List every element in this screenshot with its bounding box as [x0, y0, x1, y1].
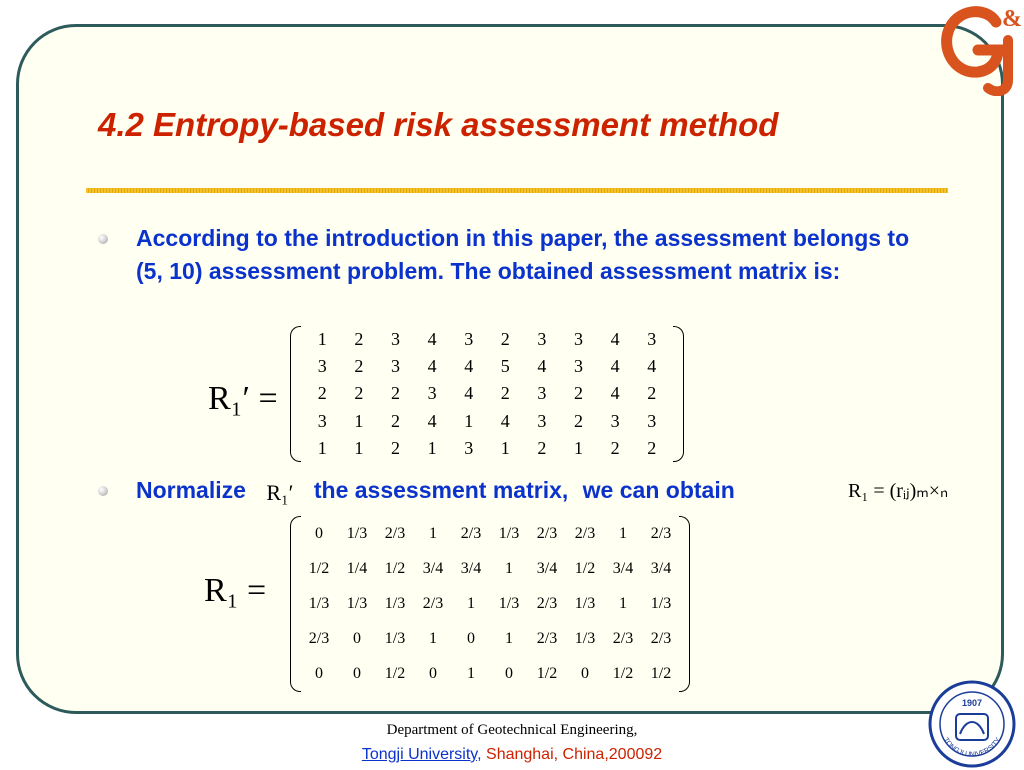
seal-year: 1907	[961, 698, 983, 708]
matrix-r1prime-cell: 2	[317, 383, 327, 404]
matrix-r1-cell: 2/3	[460, 524, 482, 542]
matrix-r1prime-cell: 2	[354, 356, 364, 377]
bullet-dot-icon	[98, 486, 108, 496]
bullet-dot-icon	[98, 234, 108, 244]
matrix-r1-cell: 1/2	[384, 665, 406, 683]
matrix-r1-cell: 1/2	[650, 665, 672, 683]
matrix-r1prime-cell: 2	[647, 383, 657, 404]
matrix-r1-cell: 0	[315, 524, 323, 542]
matrix-r1-cell: 1/3	[574, 630, 596, 648]
seal-text: TONGJI UNIVERSITY	[941, 736, 1003, 759]
matrix-r1-cell: 2/3	[384, 524, 406, 542]
normalize-label: Normalize	[136, 477, 246, 503]
slide-title: 4.2 Entropy-based risk assessment method	[98, 106, 779, 143]
matrix-r1-cell: 1	[429, 524, 437, 542]
matrix-r1-cell: 0	[467, 630, 475, 648]
matrix-r1prime-cell: 4	[647, 356, 657, 377]
matrix-r1-cell: 0	[429, 665, 437, 683]
matrix-r1prime-cell: 3	[427, 383, 437, 404]
matrix-r1prime-cell: 4	[464, 356, 474, 377]
matrix-r1prime-cell: 2	[354, 383, 364, 404]
matrix-r1-cell: 1/2	[384, 559, 406, 577]
matrix-r1-cell: 1	[429, 630, 437, 648]
matrix-r1-cell: 2/3	[650, 524, 672, 542]
matrix-r1prime-cell: 4	[427, 329, 437, 350]
matrix-r1-cell: 2/3	[612, 630, 634, 648]
footer-department: Department of Geotechnical Engineering,	[386, 722, 638, 738]
footer-university-link[interactable]: Tongji University,	[361, 746, 482, 763]
matrix-r1prime-cell: 2	[573, 383, 583, 404]
svg-text:&: &	[1002, 6, 1022, 32]
matrix-r1-cell: 3/4	[422, 559, 444, 577]
matrix-r1prime-cell: 2	[573, 410, 583, 431]
matrix-r1-cell: 1/3	[346, 524, 368, 542]
matrix-r1-cell: 1/3	[384, 594, 406, 612]
matrix-r1-cell: 1/3	[498, 594, 520, 612]
matrix-r1prime-cell: 3	[537, 410, 547, 431]
matrix-r1prime-cell: 3	[647, 329, 657, 350]
matrix-r1prime-cell: 3	[573, 356, 583, 377]
matrix-r1-cell: 1/3	[384, 630, 406, 648]
matrix-r1-cell: 1/4	[346, 559, 368, 577]
matrix-r1-cell: 1/3	[308, 594, 330, 612]
matrix-r1-lhs	[204, 572, 266, 610]
matrix-r1prime-cell: 3	[573, 329, 583, 350]
matrix-r1-cell: 1/3	[498, 524, 520, 542]
matrix-r1prime-cell: 2	[390, 437, 400, 458]
matrix-r1prime-cell: 5	[500, 356, 510, 377]
matrix-r1prime-cell: 1	[354, 437, 364, 458]
r1-definition-equation: R₁ = (rᵢⱼ)ₘ×ₙ	[848, 480, 949, 502]
matrix-r1prime-cell: 4	[427, 356, 437, 377]
matrix-r1prime-cell: 3	[390, 356, 400, 377]
matrix-r1prime-cell: 3	[317, 410, 327, 431]
matrix-r1prime-cell: 4	[610, 383, 620, 404]
matrix-r1-cell: 1	[467, 665, 475, 683]
matrix-r1-cell: 2/3	[536, 594, 558, 612]
matrix-r1prime-cell: 2	[500, 329, 510, 350]
matrix-r1prime-lhs-text: R₁′ =	[208, 380, 278, 417]
matrix-r1	[290, 516, 690, 692]
footer-address	[0, 746, 1024, 764]
matrix-r1prime-cell: 2	[390, 410, 400, 431]
matrix-r1prime-cell: 3	[464, 437, 474, 458]
title-divider	[86, 188, 948, 193]
gj-logo-icon	[934, 0, 1024, 96]
matrix-r1-cell: 0	[353, 630, 361, 648]
matrix-r1prime-cell: 3	[610, 410, 620, 431]
matrix-r1-cell: 2/3	[536, 630, 558, 648]
matrix-r1-cell: 0	[505, 665, 513, 683]
matrix-r1-cell: 1	[619, 594, 627, 612]
matrix-r1prime-cell: 3	[317, 356, 327, 377]
matrix-r1-cell: 1/2	[612, 665, 634, 683]
bullet-2-text	[136, 474, 735, 507]
matrix-r1prime-cell: 1	[427, 437, 437, 458]
matrix-r1-cell: 2/3	[650, 630, 672, 648]
matrix-r1-cell: 2/3	[536, 524, 558, 542]
bullet-2-middle-text: the assessment matrix,	[313, 477, 569, 503]
matrix-r1-cell: 1	[505, 630, 513, 648]
bullet-2-end-text: we can obtain	[582, 477, 735, 503]
matrix-r1prime-cell: 2	[500, 383, 510, 404]
matrix-r1-cell: 2/3	[308, 630, 330, 648]
footer-location: Shanghai, China,200092	[486, 746, 663, 763]
matrix-r1prime-cell: 2	[647, 437, 657, 458]
matrix-r1-cell: 1	[619, 524, 627, 542]
matrix-r1prime-cell: 3	[464, 329, 474, 350]
matrix-r1prime-cell: 3	[537, 383, 547, 404]
matrix-r1-cell: 1	[505, 559, 513, 577]
matrix-r1prime-cell: 3	[647, 410, 657, 431]
matrix-r1-cell: 1/2	[536, 665, 558, 683]
matrix-r1prime-cell: 1	[354, 410, 364, 431]
matrix-r1-cell: 0	[315, 665, 323, 683]
matrix-r1-cell: 3/4	[650, 559, 672, 577]
matrix-r1prime-cell: 1	[317, 329, 327, 350]
matrix-r1-lhs-text: R₁ =	[204, 572, 267, 609]
matrix-r1-cell: 1/2	[308, 559, 330, 577]
matrix-r1prime-cell: 1	[500, 437, 510, 458]
matrix-r1prime-cell: 4	[610, 329, 620, 350]
matrix-r1prime	[290, 326, 684, 462]
matrix-r1-cell: 1/3	[650, 594, 672, 612]
matrix-r1-cell: 0	[353, 665, 361, 683]
tongji-seal-icon	[926, 678, 1018, 770]
matrix-r1prime-cell: 3	[537, 329, 547, 350]
bullet-1-text: According to the introduction in this paper, the assessment belongs to (5, 10) assessment problem. The obtained assessment matrix is:	[136, 225, 910, 284]
matrix-r1-cell: 2/3	[422, 594, 444, 612]
matrix-r1-cell: 2/3	[574, 524, 596, 542]
matrix-r1prime-cell: 2	[354, 329, 364, 350]
matrix-r1-cell: 3/4	[460, 559, 482, 577]
matrix-r1-cell: 1/3	[346, 594, 368, 612]
matrix-r1prime-cell: 2	[390, 383, 400, 404]
matrix-r1prime-lhs	[208, 380, 278, 418]
matrix-r1prime-cell: 1	[317, 437, 327, 458]
matrix-r1prime-cell: 4	[427, 410, 437, 431]
matrix-r1prime-cell: 4	[464, 383, 474, 404]
matrix-r1prime-cell: 1	[573, 437, 583, 458]
matrix-r1-cell: 3/4	[612, 559, 634, 577]
matrix-r1prime-cell: 2	[537, 437, 547, 458]
matrix-r1prime-cell: 2	[610, 437, 620, 458]
matrix-r1prime-cell: 4	[610, 356, 620, 377]
r1prime-inline-equation: R₁′	[266, 480, 294, 505]
matrix-r1-cell: 1/3	[574, 594, 596, 612]
matrix-r1-cell: 1	[467, 594, 475, 612]
matrix-r1-cell: 0	[581, 665, 589, 683]
matrix-r1-cell: 3/4	[536, 559, 558, 577]
matrix-r1prime-cell: 4	[537, 356, 547, 377]
matrix-r1prime-cell: 4	[500, 410, 510, 431]
matrix-r1-cell: 1/2	[574, 559, 596, 577]
matrix-r1prime-cell: 1	[464, 410, 474, 431]
matrix-r1prime-cell: 3	[390, 329, 400, 350]
